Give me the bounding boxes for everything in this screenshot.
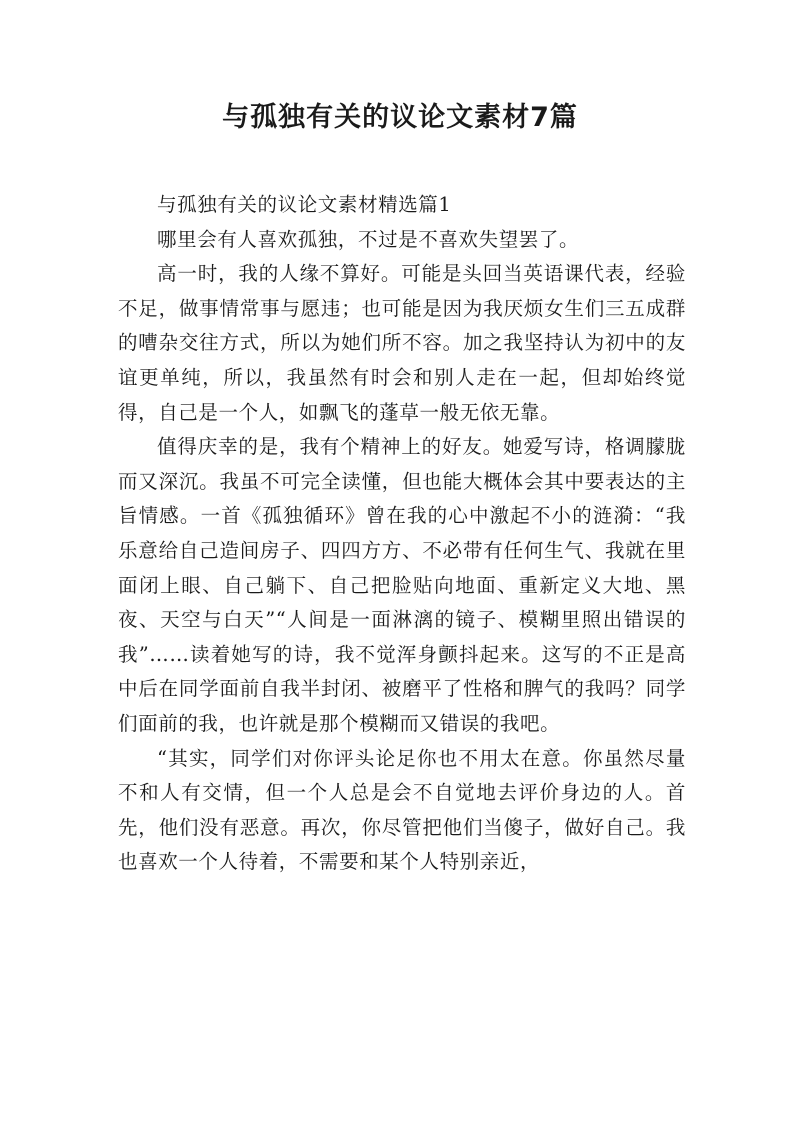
paragraph: “其实，同学们对你评头论足你也不用太在意。你虽然尽量不和人有交情，但一个人总是会不自觉地去评价身边的人。首先，他们没有恶意。再次，你尽管把他们当傻子，做好自己。我也喜欢一个人待着，不需要和某个人特别亲近， [118,746,686,874]
document-title: 与孤独有关的议论文素材7篇 [222,102,578,133]
paragraph: 高一时，我的人缘不算好。可能是头回当英语课代表，经验不足，做事情常事与愿违；也可能是因为我厌烦女生们三五成群的嘈杂交往方式，所以为她们所不容。加之我坚持认为初中的友谊更单纯，所以，我虽然有时会和别人走在一起，但却始终觉得，自己是一个人，如飘飞的蓬草一般无依无靠。 [118,262,686,424]
paragraph: 哪里会有人喜欢孤独，不过是不喜欢失望罢了。 [157,227,580,251]
document-body [118,188,686,880]
paragraph: 值得庆幸的是，我有个精神上的好友。她爱写诗，格调朦胧而又深沉。我虽不可完全读懂，但也能大概体会其中要表达的主旨情感。一首《孤独循环》曾在我的心中激起不小的涟漪：“我乐意给自己造间房子、四四方方、不必带有任何生气、我就在里面闭上眼、自己躺下、自己把脸贴向地面、重新定义大地、黑夜、天空与白天”“人间是一面淋漓的镜子、模糊里照出错误的我”……读着她写的诗，我不觉浑身颤抖起来。这写的不正是高中后在同学面前自我半封闭、被磨平了性格和脾气的我吗？同学们面前的我，也许就是那个模糊而又错误的我吧。 [118,435,686,735]
section-heading: 与孤独有关的议论文素材精选篇1 [157,193,452,216]
